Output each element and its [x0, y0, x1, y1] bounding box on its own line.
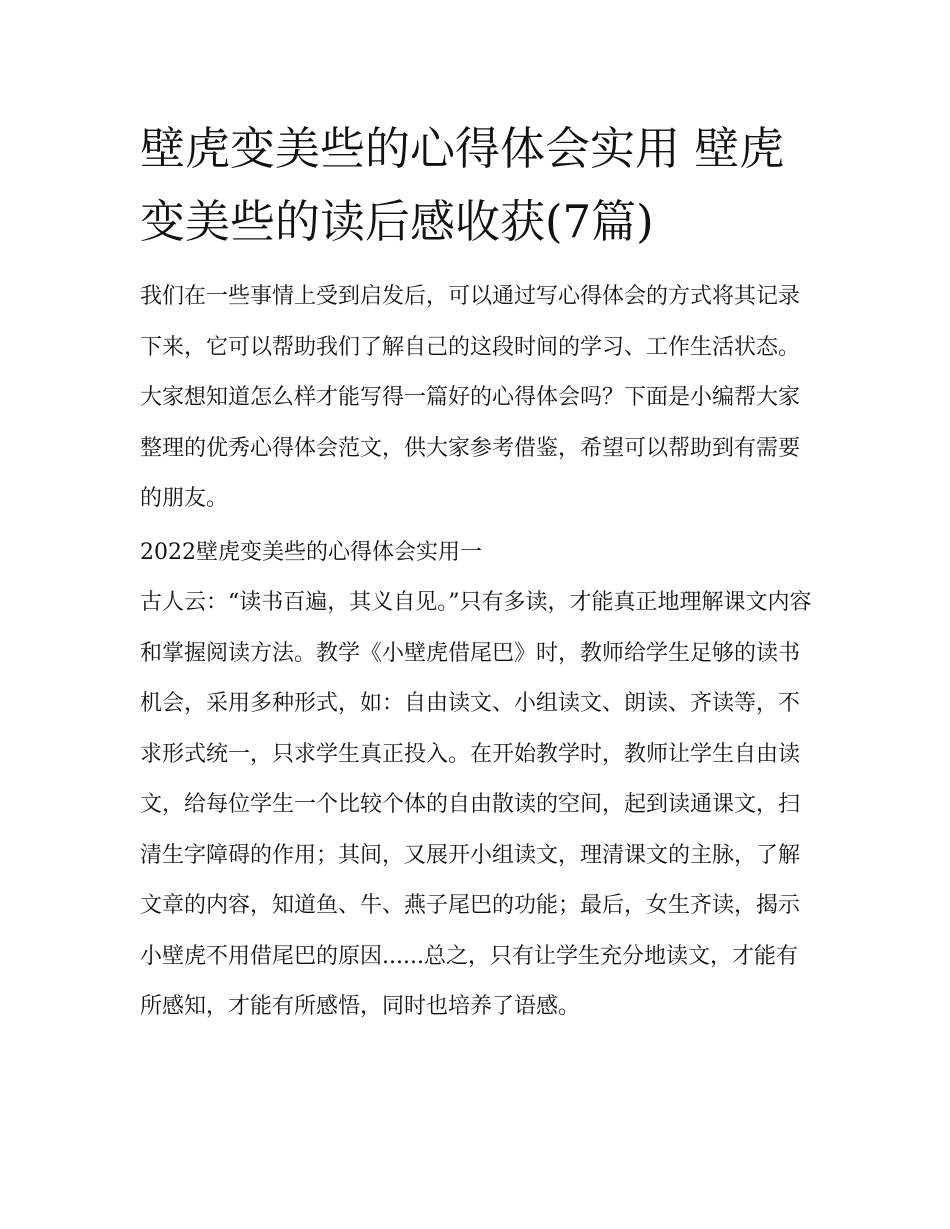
intro-paragraph: 我们在一些事情上受到启发后，可以通过写心得体会的方式将其记录下来，它可以帮助我们了解自己的这段时间的学习、工作生活状态。大家想知道怎么样才能写得一篇好的心得体会吗？下面是小编帮大家整理的优秀心得体会范文，供大家参考借鉴，希望可以帮助到有需要的朋友。 — [140, 284, 801, 511]
section-heading: 2022壁虎变美些的心得体会实用一 — [140, 540, 482, 565]
document-title: 壁虎变美些的心得体会实用 壁虎变美些的读后感收获(7篇) — [140, 122, 785, 248]
section-paragraph: 古人云：“读书百遍，其义自见。”只有多读，才能真正地理解课文内容和掌握阅读方法。教学《小壁虎借尾巴》时，教师给学生足够的读书机会，采用多种形式，如：自由读文、小组读文、朗读、齐读等，不求形式统一，只求学生真正投入。在开始教学时，教师让学生自由读文，给每位学生一个比较个体的自由散读的空间，起到读通课文，扫清生字障碍的作用；其间，又展开小组读文，理清课文的主脉，了解文章的内容，知道鱼、牛、燕子尾巴的功能；最后，女生齐读，揭示小壁虎不用借尾巴的原因......总之，只有让学生充分地读文，才能有所感知，才能有所感悟，同时也培养了语感。 — [140, 590, 812, 1019]
